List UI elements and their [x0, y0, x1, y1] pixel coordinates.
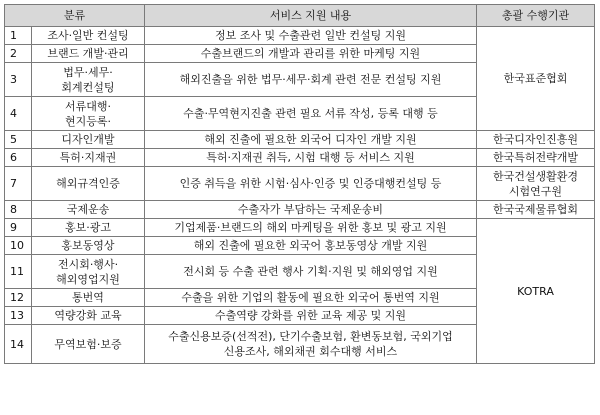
- agency-text: 한국국제물류협회: [492, 203, 578, 216]
- agency-text: KOTRA: [517, 284, 554, 298]
- table-row: [5, 167, 595, 201]
- category-text: 법무·세무·: [63, 65, 113, 79]
- service-text: 수출자가 부담하는 국제운송비: [237, 203, 384, 216]
- category-text: 홍보·광고: [64, 221, 111, 234]
- table-row: [5, 27, 595, 45]
- agency-text: 한국표준협회: [503, 72, 568, 85]
- service-cell: [145, 219, 477, 237]
- service-cell: [145, 167, 477, 201]
- agency-cell: [477, 219, 595, 364]
- category-cell: [32, 149, 145, 167]
- category-cell: [32, 167, 145, 201]
- service-support-table: [4, 4, 595, 364]
- category-text: 현지등록·: [64, 114, 111, 128]
- row-number: 11: [5, 255, 32, 289]
- category-cell: [32, 219, 145, 237]
- service-text: 수출신용보증(선적전), 단기수출보험, 환변동보험, 국외기업: [168, 330, 453, 343]
- category-text: 국제운송: [66, 203, 110, 216]
- service-cell: [145, 63, 477, 97]
- row-number: 12: [5, 289, 32, 307]
- category-cell: [32, 131, 145, 149]
- category-text: 전시회·행사·: [57, 257, 119, 271]
- table-row: [5, 131, 595, 149]
- category-text: 해외규격인증: [56, 177, 120, 190]
- row-number: 7: [5, 167, 32, 201]
- agency-cell: [477, 167, 595, 201]
- table-wrapper: [4, 4, 595, 364]
- category-cell: [32, 27, 145, 45]
- category-cell: [32, 237, 145, 255]
- agency-text: 한국디자인진흥원: [492, 133, 578, 146]
- category-text: 서류대행·: [64, 99, 111, 113]
- row-number: 14: [5, 325, 32, 364]
- service-cell: [145, 307, 477, 325]
- service-cell: [145, 237, 477, 255]
- category-cell: [32, 325, 145, 364]
- agency-text: 한국특허전략개발: [492, 151, 578, 164]
- category-text: 디자인개발: [61, 133, 115, 146]
- category-text: 회계컨설팅: [61, 80, 115, 94]
- table-row: [5, 201, 595, 219]
- service-text: 신용조사, 해외채권 회수대행 서비스: [223, 345, 398, 358]
- service-cell: [145, 131, 477, 149]
- service-text: 해외 진출에 필요한 외국어 홍보동영상 개발 지원: [193, 239, 428, 252]
- row-number: 4: [5, 97, 32, 131]
- row-number: 2: [5, 45, 32, 63]
- service-text: 전시회 등 수출 관련 행사 기획·지원 및 해외영업 지원: [183, 265, 438, 278]
- service-cell: [145, 45, 477, 63]
- row-number: 3: [5, 63, 32, 97]
- row-number: 13: [5, 307, 32, 325]
- service-text: 수출브랜드의 개발과 관리를 위한 마케팅 지원: [200, 47, 421, 60]
- service-text: 해외진출을 위한 법무·세무·회계 관련 전문 컨설팅 지원: [179, 73, 442, 86]
- service-cell: [145, 97, 477, 131]
- service-text: 정보 조사 및 수출관련 일반 컨설팅 지원: [215, 29, 406, 42]
- agency-text: 한국건설생활환경: [492, 169, 578, 183]
- agency-cell: [477, 131, 595, 149]
- category-cell: [32, 201, 145, 219]
- service-text: 인증 취득을 위한 시험·심사·인증 및 인증대행컨설팅 등: [179, 177, 442, 190]
- category-text: 역량강화 교육: [54, 309, 122, 322]
- service-cell: [145, 255, 477, 289]
- category-cell: [32, 45, 145, 63]
- row-number: 1: [5, 27, 32, 45]
- table-row: [5, 149, 595, 167]
- service-cell: [145, 27, 477, 45]
- service-cell: [145, 149, 477, 167]
- service-text: 특허·지재권 취득, 시험 대행 등 서비스 지원: [206, 151, 415, 164]
- header-service: 서비스 지원 내용: [145, 5, 477, 27]
- agency-cell: [477, 201, 595, 219]
- category-cell: [32, 289, 145, 307]
- category-cell: [32, 63, 145, 97]
- category-text: 홍보동영상: [61, 239, 115, 252]
- category-text: 특허·지재권: [59, 151, 117, 164]
- service-text: 수출을 위한 기업의 활동에 필요한 외국어 통번역 지원: [181, 291, 440, 304]
- category-text: 무역보험·보증: [54, 337, 122, 351]
- category-text: 조사·일반 컨설팅: [47, 29, 129, 42]
- row-number: 5: [5, 131, 32, 149]
- category-cell: [32, 97, 145, 131]
- header-agency: 총괄 수행기관: [477, 5, 595, 27]
- service-cell: [145, 289, 477, 307]
- category-text: 브랜드 개발·관리: [47, 47, 129, 60]
- category-cell: [32, 307, 145, 325]
- agency-cell: [477, 27, 595, 131]
- service-text: 수출역량 강화를 위한 교육 제공 및 지원: [215, 309, 406, 322]
- service-cell: [145, 201, 477, 219]
- service-text: 기업제품·브랜드의 해외 마케팅을 위한 홍보 및 광고 지원: [174, 221, 447, 234]
- service-text: 수출·무역현지진출 관련 필요 서류 작성, 등록 대행 등: [183, 107, 438, 120]
- row-number: 9: [5, 219, 32, 237]
- agency-cell: [477, 149, 595, 167]
- header-category: 분류: [5, 5, 145, 27]
- agency-text: 시험연구원: [508, 184, 563, 198]
- category-text: 해외영업지원: [56, 272, 120, 286]
- header-row: [5, 5, 595, 27]
- row-number: 6: [5, 149, 32, 167]
- service-cell: [145, 325, 477, 364]
- table-row: [5, 219, 595, 237]
- row-number: 8: [5, 201, 32, 219]
- category-text: 통번역: [72, 291, 104, 304]
- service-text: 해외 진출에 필요한 외국어 디자인 개발 지원: [204, 133, 417, 146]
- row-number: 10: [5, 237, 32, 255]
- category-cell: [32, 255, 145, 289]
